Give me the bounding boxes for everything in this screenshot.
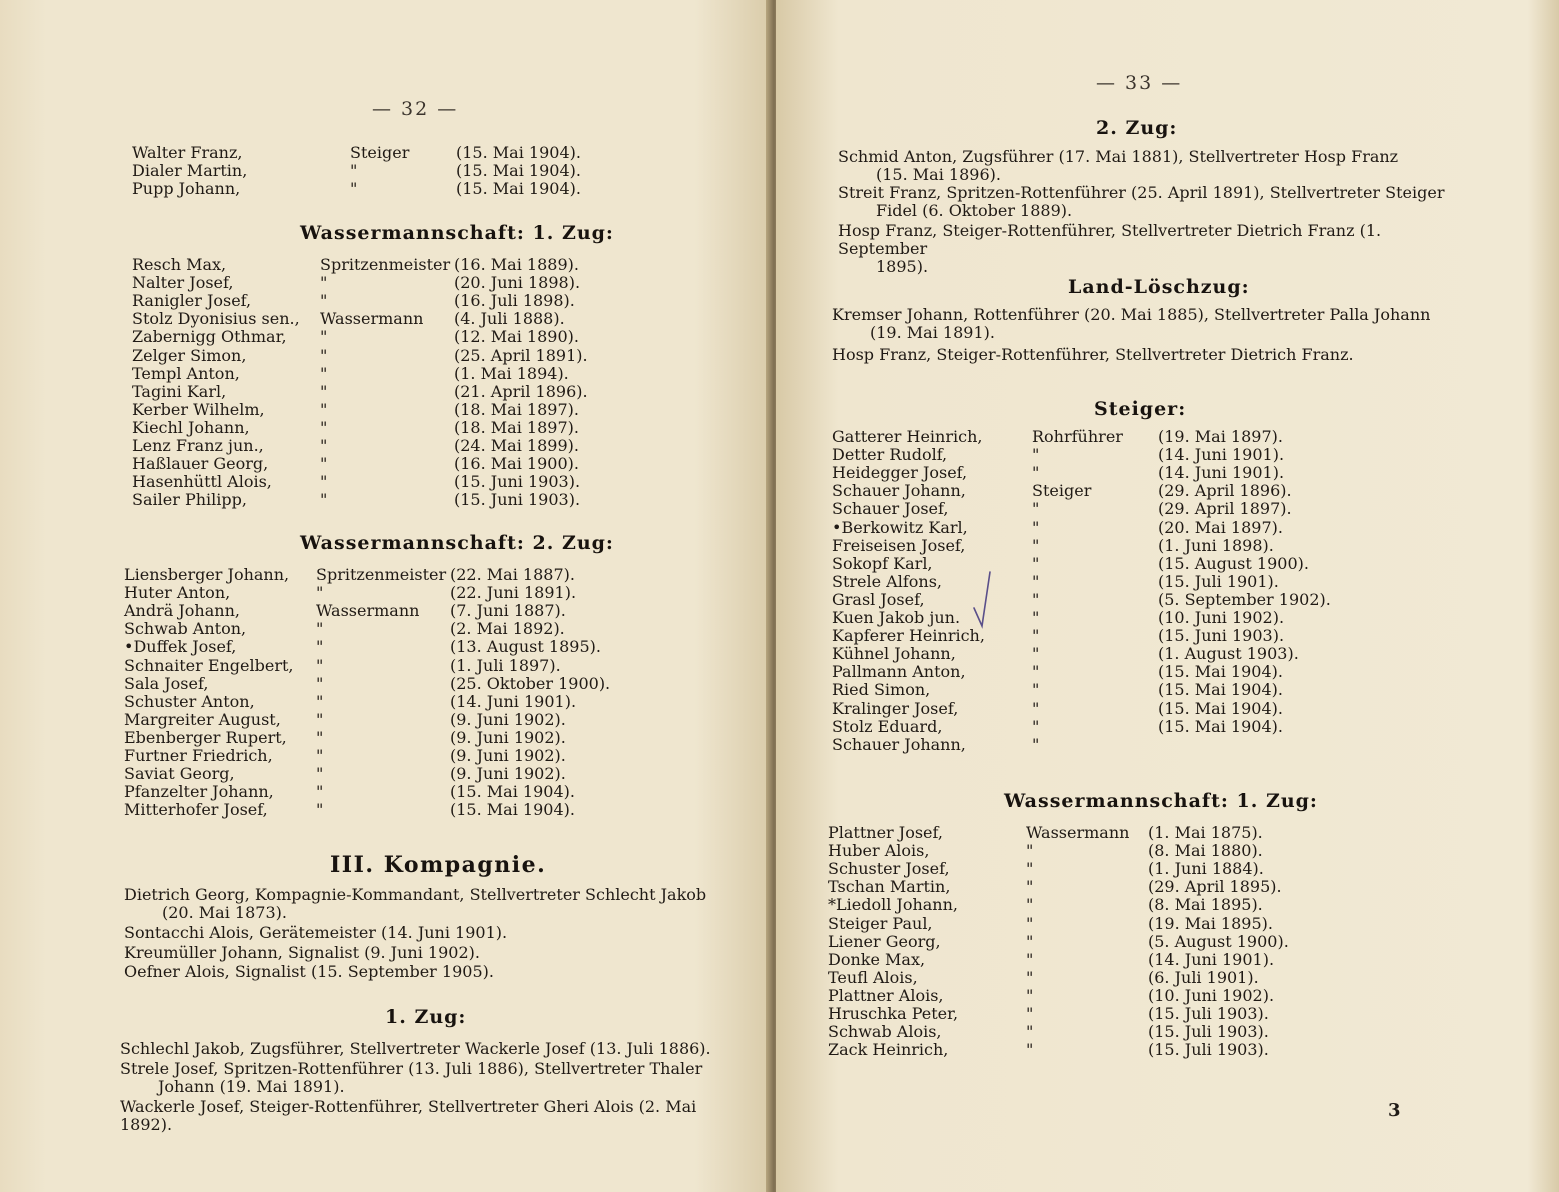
roster-paragraph <box>120 1040 730 1058</box>
member-name: Detter Rudolf, <box>832 445 948 465</box>
member-date: (14. Juni 1901). <box>1158 445 1285 465</box>
member-role: Wassermann <box>316 601 420 621</box>
left-page <box>0 0 772 1192</box>
member-name: Templ Anton, <box>132 363 240 383</box>
page-number: — 32 — <box>372 98 459 120</box>
member-date: (1. Mai 1875). <box>1148 823 1263 842</box>
roster-row <box>132 180 636 198</box>
roster-row <box>124 657 630 675</box>
roster-row <box>124 602 630 620</box>
roster-row <box>828 1041 1328 1059</box>
page-number: — 33 — <box>1096 72 1183 94</box>
member-role: " <box>320 381 328 401</box>
member-date: (16. Mai 1900). <box>454 454 579 474</box>
member-name: Zabernigg Othmar, <box>132 327 287 347</box>
member-role: " <box>316 746 324 765</box>
member-date: (15. Mai 1904). <box>1158 662 1283 682</box>
member-date: (25. Oktober 1900). <box>450 673 611 693</box>
member-role: Spritzenmeister <box>320 255 451 274</box>
member-date: (2. Mai 1892). <box>450 619 565 639</box>
roster-row <box>832 663 1338 681</box>
roster-paragraph <box>838 184 1458 220</box>
member-name: Zelger Simon, <box>132 345 247 365</box>
paragraph-line: Streit Franz, Spritzen-Rottenführer (25. April 1891), Stellvertreter Steiger <box>838 183 1445 202</box>
roster-row <box>832 700 1338 718</box>
member-role: " <box>1032 445 1040 465</box>
roster-row <box>132 473 634 491</box>
member-date: (7. Juni 1887). <box>450 601 566 621</box>
member-date: (5. August 1900). <box>1148 931 1289 951</box>
member-date: (14. Juni 1901). <box>1148 949 1275 969</box>
member-date: (21. April 1896). <box>454 381 588 401</box>
roster-row <box>132 347 634 365</box>
member-date: (15. Juni 1903). <box>454 472 581 492</box>
member-date: (19. Mai 1897). <box>1158 427 1283 446</box>
member-date: (9. Juni 1902). <box>450 727 566 747</box>
roster-row <box>124 620 630 638</box>
paragraph-line-continued: (15. Mai 1896). <box>876 165 1001 184</box>
member-role: " <box>1026 1004 1034 1023</box>
member-date: (15. Juli 1903). <box>1148 1022 1269 1042</box>
member-role: Wassermann <box>320 309 424 329</box>
member-name: Margreiter August, <box>124 709 281 729</box>
roster-paragraph <box>120 1098 730 1134</box>
paragraph-line: Kreumüller Johann, Signalist (9. Juni 1902). <box>124 943 480 962</box>
member-name: Strele Alfons, <box>832 571 943 591</box>
member-name: Stolz Dyonisius sen., <box>132 309 300 329</box>
member-name: Ried Simon, <box>832 680 931 700</box>
member-date: (22. Mai 1887). <box>450 565 575 584</box>
paragraph-line: Kremser Johann, Rottenführer (20. Mai 1885), Stellvertreter Palla Johann <box>832 305 1431 324</box>
roster-row <box>832 591 1338 609</box>
member-name: Huter Anton, <box>124 583 231 603</box>
roster-row <box>132 162 636 180</box>
member-name: Schauer Johann, <box>832 734 966 754</box>
member-role: " <box>316 619 324 639</box>
member-name: Resch Max, <box>132 255 227 274</box>
member-name: Freiseisen Josef, <box>832 535 966 555</box>
roster-row <box>124 584 630 602</box>
member-date: (14. Juni 1901). <box>1158 463 1285 483</box>
member-date: (15. Juni 1903). <box>454 490 581 510</box>
member-role: " <box>316 655 324 675</box>
member-name: Kralinger Josef, <box>832 698 959 718</box>
roster-row <box>832 482 1338 500</box>
heading-kompagnie: III. Kompagnie. <box>330 852 547 878</box>
member-name: Kuen Jakob jun. <box>832 608 961 627</box>
member-role: Spritzenmeister <box>316 565 447 584</box>
roster-row <box>828 951 1328 969</box>
roster-row <box>132 144 636 162</box>
member-name: Pallmann Anton, <box>832 662 966 682</box>
member-name: Schnaiter Engelbert, <box>124 655 294 675</box>
member-role: " <box>316 764 324 784</box>
right-page <box>776 0 1559 1192</box>
paragraph-line: Sontacchi Alois, Gerätemeister (14. Juni 1901). <box>124 923 508 942</box>
member-name: •Berkowitz Karl, <box>832 517 968 537</box>
member-date: (1. August 1903). <box>1158 644 1299 664</box>
paragraph-line-continued: (20. Mai 1873). <box>162 903 287 922</box>
member-date: (14. Juni 1901). <box>450 691 577 711</box>
paragraph-line-continued: Johann (19. Mai 1891). <box>158 1077 345 1096</box>
roster-row <box>828 933 1328 951</box>
member-role: " <box>1026 913 1034 933</box>
roster-paragraph <box>120 1060 730 1096</box>
member-name: Plattner Alois, <box>828 985 944 1005</box>
member-name: Hruschka Peter, <box>828 1004 959 1023</box>
member-role: " <box>1032 463 1040 483</box>
member-name: Gatterer Heinrich, <box>832 427 983 446</box>
member-name: Ranigler Josef, <box>132 291 252 311</box>
paragraph-line: Strele Josef, Spritzen-Rottenführer (13. Juli 1886), Stellvertreter Thaler <box>120 1059 703 1078</box>
member-role: " <box>320 345 328 365</box>
member-date: (20. Mai 1897). <box>1158 517 1283 537</box>
member-name: Kiechl Johann, <box>132 417 250 437</box>
member-date: (15. August 1900). <box>1158 553 1309 573</box>
member-role: " <box>1026 985 1034 1005</box>
roster-paragraph <box>124 886 724 922</box>
member-role: " <box>320 436 328 455</box>
roster-row <box>132 256 634 274</box>
member-name: Furtner Friedrich, <box>124 746 273 765</box>
member-role: " <box>316 583 324 603</box>
member-name: Haßlauer Georg, <box>132 454 269 474</box>
roster-row <box>832 464 1338 482</box>
member-date: (12. Mai 1890). <box>454 327 579 347</box>
roster-row <box>828 824 1328 842</box>
roster-row <box>828 915 1328 933</box>
roster-row <box>828 987 1328 1005</box>
member-name: Donke Max, <box>828 949 926 969</box>
member-date: (15. Mai 1904). <box>450 782 575 802</box>
member-date: (29. April 1897). <box>1158 499 1292 519</box>
roster-row <box>828 1023 1328 1041</box>
member-date: (25. April 1891). <box>454 345 588 365</box>
member-date: (15. Juli 1901). <box>1158 571 1279 591</box>
roster-paragraph <box>124 963 724 981</box>
roster-row <box>124 675 630 693</box>
roster-row <box>124 729 630 747</box>
member-date: (8. Mai 1895). <box>1148 895 1263 915</box>
member-role: " <box>1032 698 1040 718</box>
member-role: " <box>1032 680 1040 700</box>
member-date: (29. April 1896). <box>1158 481 1292 501</box>
roster-row <box>832 681 1338 699</box>
member-role: " <box>316 691 324 711</box>
member-role: " <box>1032 716 1040 736</box>
paragraph-line-continued: 1895). <box>876 257 929 276</box>
member-date: (4. Juli 1888). <box>454 309 565 329</box>
member-name: Kerber Wilhelm, <box>132 399 265 419</box>
member-date: (15. Mai 1904). <box>456 161 581 180</box>
member-role: " <box>1026 931 1034 951</box>
signature-mark: 3 <box>1388 1100 1401 1121</box>
member-date: (15. Mai 1904). <box>1158 680 1283 700</box>
member-date: (15. Mai 1904). <box>456 179 581 198</box>
member-date: (9. Juni 1902). <box>450 746 566 765</box>
member-date: (9. Juni 1902). <box>450 709 566 729</box>
roster-row <box>132 328 634 346</box>
member-role: Steiger <box>350 143 410 162</box>
member-role: " <box>1032 626 1040 646</box>
member-name: Schauer Johann, <box>832 481 966 501</box>
roster-row <box>832 718 1338 736</box>
member-name: Teufl Alois, <box>828 967 918 987</box>
member-date: (15. Mai 1904). <box>456 143 581 162</box>
member-name: Heidegger Josef, <box>832 463 968 483</box>
roster-row <box>832 627 1338 645</box>
heading-wassermannschaft-1: Wassermannschaft: 1. Zug: <box>1004 790 1318 812</box>
roster-paragraph <box>832 306 1462 342</box>
paragraph-line-continued: (19. Mai 1891). <box>870 323 995 342</box>
paragraph-line: Hosp Franz, Steiger-Rottenführer, Stellvertreter Dietrich Franz. <box>832 345 1354 364</box>
member-name: Kapferer Heinrich, <box>832 626 985 646</box>
member-role: " <box>320 273 328 293</box>
member-name: Kühnel Johann, <box>832 644 956 664</box>
roster-paragraph <box>832 346 1462 364</box>
heading-wassermannschaft-2: Wassermannschaft: 2. Zug: <box>300 532 614 554</box>
roster-row <box>832 500 1338 518</box>
member-role: " <box>316 727 324 747</box>
member-role: " <box>1026 895 1034 915</box>
member-name: Steiger Paul, <box>828 913 933 933</box>
roster-row <box>828 896 1328 914</box>
member-role: Wassermann <box>1026 823 1130 842</box>
member-date: (10. Juni 1902). <box>1158 608 1285 627</box>
paragraph-line: Schmid Anton, Zugsführer (17. Mai 1881), Stellvertreter Hosp Franz <box>838 147 1399 166</box>
member-role: " <box>320 327 328 347</box>
member-role: " <box>320 490 328 510</box>
member-role: " <box>1032 535 1040 555</box>
member-name: •Duffek Josef, <box>124 637 237 657</box>
roster-row <box>124 693 630 711</box>
roster-row <box>132 401 634 419</box>
member-date: (18. Mai 1897). <box>454 417 579 437</box>
member-date: (24. Mai 1899). <box>454 436 579 455</box>
roster-row <box>124 747 630 765</box>
paragraph-line: Dietrich Georg, Kompagnie-Kommandant, Stellvertreter Schlecht Jakob <box>124 885 707 904</box>
member-role: " <box>1026 1040 1034 1060</box>
paragraph-line: Hosp Franz, Steiger-Rottenführer, Stellvertreter Dietrich Franz (1. September <box>838 221 1382 258</box>
member-date: (16. Juli 1898). <box>454 291 575 311</box>
member-date: (15. Juli 1903). <box>1148 1040 1269 1060</box>
member-name: Grasl Josef, <box>832 589 925 609</box>
member-role: Rohrführer <box>1032 427 1123 446</box>
member-role: " <box>1032 644 1040 664</box>
roster-row <box>132 274 634 292</box>
roster-row <box>832 537 1338 555</box>
member-role: " <box>1026 1022 1034 1042</box>
roster-row <box>132 292 634 310</box>
member-name: Andrä Johann, <box>124 601 240 621</box>
member-name: Sokopf Karl, <box>832 553 933 573</box>
heading-zug-2: 2. Zug: <box>1096 117 1178 139</box>
member-name: Zack Heinrich, <box>828 1040 949 1060</box>
roster-row <box>832 645 1338 663</box>
roster-row <box>832 573 1338 591</box>
member-name: *Liedoll Johann, <box>828 895 958 915</box>
member-role: " <box>316 782 324 802</box>
member-name: Saviat Georg, <box>124 764 235 784</box>
roster-row <box>124 711 630 729</box>
member-date: (1. Juli 1897). <box>450 655 561 675</box>
member-name: Tschan Martin, <box>828 877 951 897</box>
paragraph-line: Wackerle Josef, Steiger-Rottenführer, Stellvertreter Gheri Alois (2. Mai 1892). <box>120 1097 697 1134</box>
member-date: (15. Mai 1904). <box>1158 698 1283 718</box>
member-role: " <box>350 179 358 198</box>
roster-row <box>828 842 1328 860</box>
member-role: " <box>1026 859 1034 879</box>
heading-wassermannschaft-1: Wassermannschaft: 1. Zug: <box>300 222 614 244</box>
member-date: (15. Mai 1904). <box>450 800 575 820</box>
member-date: (19. Mai 1895). <box>1148 913 1273 933</box>
member-name: Ebenberger Rupert, <box>124 727 287 747</box>
member-role: " <box>320 472 328 492</box>
roster-row <box>828 860 1328 878</box>
member-date: (9. Juni 1902). <box>450 764 566 784</box>
roster-row <box>124 566 630 584</box>
roster-paragraph <box>124 944 724 962</box>
member-name: Walter Franz, <box>132 143 243 162</box>
member-role: " <box>1026 841 1034 861</box>
member-date: (5. September 1902). <box>1158 589 1331 609</box>
roster-row <box>832 446 1338 464</box>
paragraph-line: Oefner Alois, Signalist (15. September 1905). <box>124 962 494 981</box>
roster-row <box>832 609 1338 627</box>
member-role: " <box>320 399 328 419</box>
roster-row <box>828 969 1328 987</box>
member-name: Hasenhüttl Alois, <box>132 472 272 492</box>
member-role: " <box>1032 517 1040 537</box>
member-date: (15. Mai 1904). <box>1158 716 1283 736</box>
roster-row <box>832 519 1338 537</box>
member-date: (10. Juni 1902). <box>1148 985 1275 1005</box>
roster-row <box>828 878 1328 896</box>
member-role: " <box>316 637 324 657</box>
member-date: (22. Juni 1891). <box>450 583 577 603</box>
roster-row <box>132 383 634 401</box>
heading-land-loeschzug: Land-Löschzug: <box>1068 276 1250 298</box>
member-role: " <box>1032 553 1040 573</box>
roster-row <box>132 491 634 509</box>
member-name: Plattner Josef, <box>828 823 943 842</box>
roster-row <box>124 638 630 656</box>
member-name: Schauer Josef, <box>832 499 949 519</box>
member-role: " <box>1032 734 1040 754</box>
member-name: Sala Josef, <box>124 673 209 693</box>
member-date: (13. August 1895). <box>450 637 601 657</box>
member-role: " <box>316 800 324 820</box>
roster-row <box>132 455 634 473</box>
roster-row <box>124 765 630 783</box>
member-date: (1. Juni 1884). <box>1148 859 1264 879</box>
member-role: " <box>1032 589 1040 609</box>
member-date: (20. Juni 1898). <box>454 273 581 293</box>
paragraph-line-continued: Fidel (6. Oktober 1889). <box>876 201 1073 220</box>
member-name: Schuster Josef, <box>828 859 950 879</box>
roster-row <box>828 1005 1328 1023</box>
member-role: " <box>320 291 328 311</box>
heading-zug-1: 1. Zug: <box>385 1006 467 1028</box>
member-role: " <box>316 709 324 729</box>
member-date: (1. Mai 1894). <box>454 363 569 383</box>
roster-row <box>124 801 630 819</box>
roster-row <box>124 783 630 801</box>
member-name: Schwab Alois, <box>828 1022 942 1042</box>
member-name: Liener Georg, <box>828 931 941 951</box>
member-role: " <box>1026 949 1034 969</box>
member-date: (18. Mai 1897). <box>454 399 579 419</box>
member-date: (6. Juli 1901). <box>1148 967 1259 987</box>
member-date: (15. Juni 1903). <box>1158 626 1285 646</box>
member-role: " <box>1026 877 1034 897</box>
roster-row <box>132 365 634 383</box>
member-role: " <box>1032 608 1040 627</box>
paragraph-line: Schlechl Jakob, Zugsführer, Stellvertreter Wackerle Josef (13. Juli 1886). <box>120 1039 711 1058</box>
member-name: Stolz Eduard, <box>832 716 943 736</box>
member-name: Lenz Franz jun., <box>132 436 264 455</box>
roster-paragraph <box>838 222 1458 276</box>
member-role: " <box>320 363 328 383</box>
member-name: Schwab Anton, <box>124 619 247 639</box>
roster-row <box>132 437 634 455</box>
member-name: Liensberger Johann, <box>124 565 290 584</box>
member-role: " <box>320 454 328 474</box>
member-date: (15. Juli 1903). <box>1148 1004 1269 1023</box>
member-name: Schuster Anton, <box>124 691 255 711</box>
roster-row <box>832 555 1338 573</box>
roster-row <box>132 310 634 328</box>
member-name: Tagini Karl, <box>132 381 227 401</box>
roster-paragraph <box>838 148 1458 184</box>
member-role: " <box>1032 662 1040 682</box>
member-role: " <box>316 673 324 693</box>
roster-row <box>832 428 1338 446</box>
member-name: Pupp Johann, <box>132 179 241 198</box>
member-role: " <box>320 417 328 437</box>
member-name: Dialer Martin, <box>132 161 248 180</box>
member-role: " <box>350 161 358 180</box>
member-name: Sailer Philipp, <box>132 490 247 510</box>
member-name: Mitterhofer Josef, <box>124 800 268 820</box>
member-role: " <box>1032 499 1040 519</box>
member-role: Steiger <box>1032 481 1092 501</box>
heading-steiger: Steiger: <box>1094 398 1187 420</box>
member-date: (16. Mai 1889). <box>454 255 579 274</box>
member-name: Huber Alois, <box>828 841 930 861</box>
roster-paragraph <box>124 924 724 942</box>
member-date: (29. April 1895). <box>1148 877 1282 897</box>
member-date: (8. Mai 1880). <box>1148 841 1263 861</box>
roster-row <box>832 736 1338 754</box>
member-name: Nalter Josef, <box>132 273 234 293</box>
member-name: Pfanzelter Johann, <box>124 782 274 802</box>
member-role: " <box>1026 967 1034 987</box>
roster-row <box>132 419 634 437</box>
member-date: (1. Juni 1898). <box>1158 535 1274 555</box>
member-role: " <box>1032 571 1040 591</box>
